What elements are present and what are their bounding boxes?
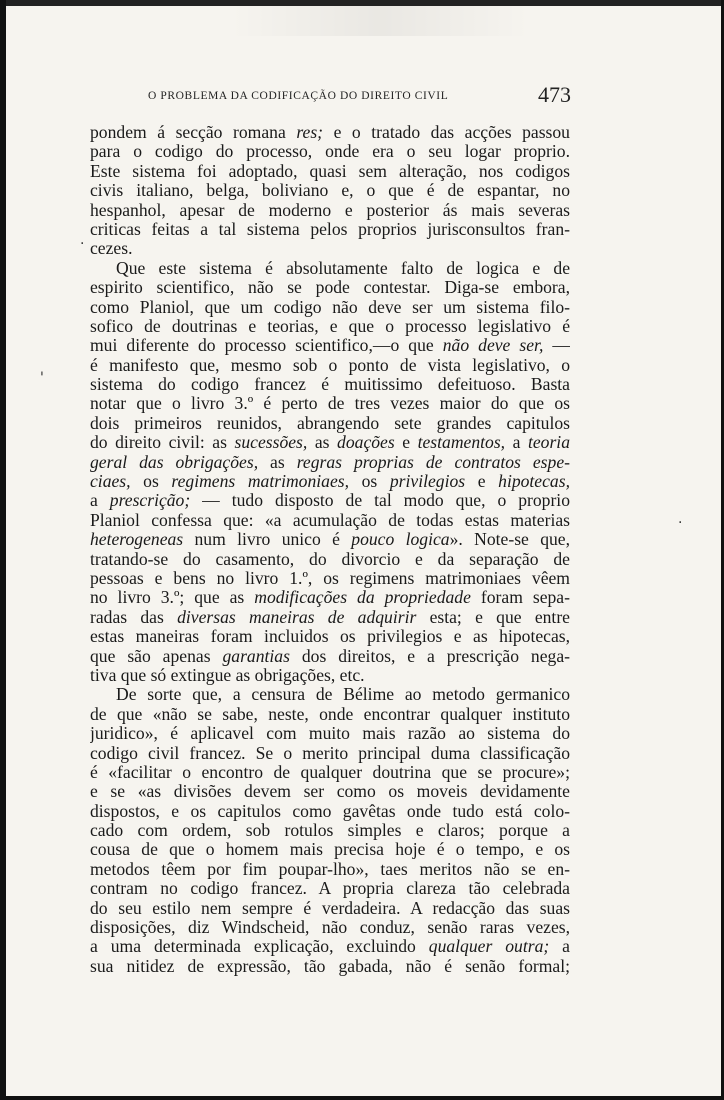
text-run: regras proprias de contratos espe-	[296, 452, 570, 472]
text-run: do seu estilo nem sempre é verdadeira. A redacção das suas	[90, 898, 570, 918]
text-run: as	[258, 452, 297, 472]
text-run: civis italiano, belga, boliviano e, o que é de espantar, no	[90, 181, 570, 201]
text-line	[90, 608, 570, 627]
text-run: modificações da propriedade	[254, 588, 471, 608]
body-text	[90, 123, 570, 976]
text-line	[90, 181, 570, 200]
scan-border-bottom	[0, 1096, 724, 1100]
text-run: testamentos,	[417, 433, 506, 453]
text-run: as	[307, 433, 338, 453]
text-run: pouco logica	[351, 530, 450, 550]
text-run: estas maneiras foram incluidos os privilegios e as hipotecas,	[90, 627, 570, 647]
text-line	[90, 530, 570, 549]
text-line	[90, 201, 570, 220]
text-run: esta; e que entre	[416, 607, 570, 627]
running-title: O PROBLEMA DA CODIFICAÇÃO DO DIREITO CIVIL	[148, 90, 449, 102]
text-line	[90, 162, 570, 181]
text-run: dispostos, e os capitulos como gavêtas onde tudo está colo-	[90, 801, 570, 821]
text-run: Planiol confessa que: «a acumulação de todas estas materias	[90, 510, 570, 530]
page-number: 473	[538, 82, 571, 107]
text-run: disposições, diz Windscheid, não conduz, senão raras vezes,	[90, 918, 570, 938]
text-run: radas das	[90, 607, 178, 627]
text-line	[90, 550, 570, 569]
text-line	[90, 278, 570, 297]
text-run: criticas feitas a tal sistema pelos proprios jurisconsultos fran-	[90, 219, 570, 239]
text-line	[90, 647, 570, 666]
text-run: regimens matrimoniaes,	[171, 472, 350, 492]
text-line	[90, 705, 570, 724]
text-run: Que este sistema é absolutamente falto de logica e de	[116, 258, 570, 278]
text-run: teoria	[527, 433, 570, 453]
text-line	[90, 899, 570, 918]
text-run: garantias	[222, 646, 290, 666]
text-line	[90, 763, 570, 782]
text-run: ciaes,	[90, 472, 131, 492]
text-run: Este sistema foi adoptado, quasi sem alteração, nos codigos	[90, 161, 570, 181]
text-line	[90, 879, 570, 898]
text-run: pessoas e bens no livro 1.º, os regimens matrimoniaes vêem	[90, 568, 570, 588]
text-line	[90, 356, 570, 375]
text-run: é «facilitar o encontro de qualquer doutrina que se procure»;	[90, 762, 570, 782]
text-line	[90, 569, 570, 588]
text-run: é manifesto que, mesmo sob o ponto de vista legislativo, o	[90, 355, 570, 375]
text-run: cado com ordem, sob rotulos simples e claros; porque a	[90, 821, 570, 841]
text-run: foram sepa-	[470, 588, 570, 608]
text-run: De sorte que, a censura de Bélime ao metodo germanico	[116, 685, 570, 705]
text-run: no livro 3.º; que as	[90, 588, 255, 608]
text-run: metodos têem por fim poupar-lho», taes meritos não se en-	[90, 859, 570, 879]
text-run: de que «não se sabe, neste, onde encontrar qualquer instituto	[90, 704, 570, 724]
text-run: a uma determinada explicação, excluindo	[90, 937, 429, 957]
text-run: ». Note-se que,	[449, 530, 570, 550]
text-run: res;	[296, 123, 324, 142]
text-line	[90, 317, 570, 336]
text-run: cezes.	[90, 239, 133, 259]
text-run: do direito civil: as	[90, 433, 235, 453]
text-run: —	[543, 336, 570, 356]
text-run: hipotecas,	[498, 472, 570, 492]
text-run: sucessões,	[234, 433, 308, 453]
text-line	[90, 375, 570, 394]
text-run: não deve ser,	[442, 336, 544, 356]
text-run: notar que o livro 3.º é perto de tres vezes maior do que os	[90, 394, 570, 414]
text-line	[90, 453, 570, 472]
text-run: hespanhol, apesar de moderno e posterior ás mais severas	[90, 200, 570, 220]
text-run: e	[394, 433, 418, 453]
text-run: dos direitos, e a prescrição nega-	[289, 646, 570, 666]
text-line	[90, 511, 570, 530]
text-run: heterogeneas	[90, 530, 184, 550]
text-run: contram no codigo francez. A propria clareza tão celebrada	[90, 879, 570, 899]
text-run: pondem á secção romana	[90, 123, 297, 142]
text-line	[90, 491, 570, 510]
text-line	[90, 918, 570, 937]
text-line	[90, 259, 570, 278]
text-run: dois primeiros reunidos, abrangendo sete grandes capitulos	[90, 413, 570, 433]
text-line	[90, 821, 570, 840]
text-run: como Planiol, que um codigo não deve ser um sistema filo-	[90, 297, 570, 317]
text-line	[90, 724, 570, 743]
text-line	[90, 298, 570, 317]
margin-dot: ·	[678, 515, 683, 531]
scan-smudge	[230, 6, 530, 36]
text-run: privilegios	[389, 472, 466, 492]
text-run: sua nitidez de expressão, tão gabada, não é senão formal;	[90, 956, 570, 976]
text-run: prescrição;	[109, 491, 191, 511]
text-line	[90, 937, 570, 956]
text-line	[90, 336, 570, 355]
text-line	[90, 666, 570, 685]
text-run: tiva que só extingue as obrigações, etc.	[90, 665, 365, 685]
text-run: os	[349, 472, 390, 492]
text-line	[90, 744, 570, 763]
text-run: a	[90, 491, 110, 511]
text-line	[90, 802, 570, 821]
text-line	[90, 220, 570, 239]
text-run: cousa de que o homem mais precisa hoje é o tempo, e os	[90, 840, 570, 860]
text-run: que são apenas	[90, 646, 223, 666]
text-run: e	[465, 472, 499, 492]
text-run: mui diferente do processo scientifico,—o que	[90, 336, 443, 356]
text-run: a	[505, 433, 528, 453]
margin-tick: '	[40, 370, 44, 386]
text-run: qualquer outra;	[428, 937, 550, 957]
scan-border-left	[0, 0, 6, 1100]
text-run: codigo civil francez. Se o merito principal duma classificação	[90, 743, 570, 763]
text-line	[90, 588, 570, 607]
text-run: para o codigo do processo, onde era o seu logar proprio.	[90, 142, 570, 162]
text-line	[90, 685, 570, 704]
text-line	[90, 840, 570, 859]
text-run: diversas maneiras de adquirir	[177, 607, 417, 627]
text-line	[90, 433, 570, 452]
text-line	[90, 123, 570, 142]
margin-dot: .	[80, 232, 85, 248]
text-run: num livro unico é	[183, 530, 352, 550]
text-line	[90, 394, 570, 413]
text-run: e se «as divisões devem ser como os moveis devidamente	[90, 782, 570, 802]
text-line	[90, 957, 570, 976]
text-line	[90, 239, 570, 258]
text-line	[90, 472, 570, 491]
text-run: espirito scientifico, não se pode contestar. Diga-se embora,	[90, 278, 570, 298]
text-run: juridico», é aplicavel com muito mais razão ao sistema do	[90, 724, 570, 744]
text-run: tratando-se do casamento, do divorcio e da separação de	[90, 549, 570, 569]
text-run: a	[549, 937, 570, 957]
text-run: — tudo disposto de tal modo que, o proprio	[190, 491, 570, 511]
text-run: os	[130, 472, 172, 492]
text-run: e o tratado das acções passou	[323, 123, 570, 142]
text-run: sofico de doutrinas e teorias, e que o processo legislativo é	[90, 316, 570, 336]
text-run: doações	[337, 433, 395, 453]
text-line	[90, 860, 570, 879]
text-line	[90, 414, 570, 433]
text-line	[90, 627, 570, 646]
text-run: sistema do codigo francez é muitissimo defeituoso. Basta	[90, 375, 570, 395]
text-line	[90, 782, 570, 801]
text-run: geral das obrigações,	[90, 452, 259, 472]
text-line	[90, 142, 570, 161]
